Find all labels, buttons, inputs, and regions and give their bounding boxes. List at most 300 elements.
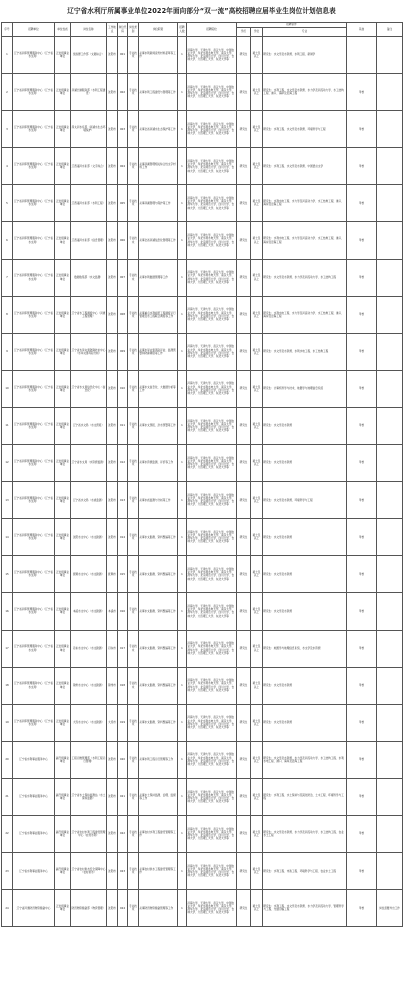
cell-schools: 河海大学、天津大学、武汉大学、中国农业大学、华北水利水电大学、南京大学、清华大学、北京师范大学、四川大学、吉林大学、大连理工大学、东北大学等: [187, 778, 237, 815]
cell-unit: 辽宁省河库管理服务中心（辽宁省水文局）: [13, 667, 55, 704]
cell-count: 1: [178, 370, 187, 407]
cell-edu: 研究生: [237, 259, 251, 296]
cell-schools: 河海大学、天津大学、武汉大学、中国农业大学、华北水利水电大学、南京大学、清华大学、北京师范大学、四川大学、吉林大学、大连理工大学、东北大学等: [187, 890, 237, 927]
cell-major: 研究生：水利水电工程、水力学及河流动力学、水工结构工程、港口、海岸及近海工程: [263, 222, 347, 259]
cell-major: 研究生：水文学及水资源: [263, 519, 347, 556]
cell-post-code: 006: [118, 222, 128, 259]
cell-edu: 研究生: [237, 815, 251, 852]
cell-post-name: 辽宁省水文局（水资源监测）: [71, 445, 107, 482]
cell-unit-type: 正处级事业单位: [55, 704, 71, 741]
cell-other: 考核: [347, 741, 377, 778]
cell-unit: 辽宁省河库管理服务中心（辽宁省水文局）: [13, 148, 55, 185]
cell-unit: 辽宁省河库管理服务中心（辽宁省水文局）: [13, 296, 55, 333]
table-row: [2, 593, 403, 630]
cell-unit-type: 正处级事业单位: [55, 37, 71, 74]
cell-major: 研究生：水利水电工程、水力学及河流动力学、水工结构工程、港口、海岸及近海工程: [263, 296, 347, 333]
header-post-code: 岗位代码: [118, 23, 128, 37]
table-row: [2, 407, 403, 444]
table-row: [2, 111, 403, 148]
cell-work-loc: 沈阳市: [107, 333, 118, 370]
cell-other: 考核: [347, 148, 377, 185]
cell-unit-type: 正处级事业单位: [55, 445, 71, 482]
cell-degree: 硕士及以上: [251, 445, 263, 482]
cell-schools: 河海大学、天津大学、武汉大学、中国农业大学、华北水利水电大学、南京大学、清华大学、北京师范大学、四川大学、吉林大学、大连理工大学、东北大学等: [187, 853, 237, 890]
cell-unit: 辽宁省河库管理服务中心（辽宁省水文局）: [13, 407, 55, 444]
cell-edu: 研究生: [237, 222, 251, 259]
cell-no: 20: [2, 741, 13, 778]
cell-schools: 河海大学、天津大学、武汉大学、中国农业大学、华北水利水电大学、南京大学、清华大学、北京师范大学、四川大学、吉林大学、大连理工大学、东北大学等: [187, 815, 237, 852]
cell-unit: 辽宁省河库管理服务中心（辽宁省水文局）: [13, 482, 55, 519]
cell-note: 岗位需要外出工作: [377, 890, 403, 927]
cell-no: 10: [2, 370, 13, 407]
cell-unit-type: 副厅级事业单位: [55, 853, 71, 890]
cell-schools: 河海大学、天津大学、武汉大学、中国农业大学、华北水利水电大学、南京大学、清华大学、北京师范大学、四川大学、吉林大学、大连理工大学、东北大学等: [187, 519, 237, 556]
cell-no: 23: [2, 853, 13, 890]
cell-duty: 从事水文信息化、大数据分析等工作: [139, 370, 178, 407]
cell-other: 考核: [347, 185, 377, 222]
cell-note: [377, 593, 403, 630]
cell-schools: 河海大学、天津大学、武汉大学、中国农业大学、华北水利水电大学、南京大学、清华大学、北京师范大学、四川大学、吉林大学、大连理工大学、东北大学等: [187, 222, 237, 259]
cell-post-name: 辽宁省农村水利工程建设管理中心（农村水利）: [71, 815, 107, 852]
cell-no: 24: [2, 890, 13, 927]
cell-post-name: 辽宁省农村供水安全保障中心（农村供水）: [71, 853, 107, 890]
cell-edu: 研究生: [237, 593, 251, 630]
cell-count: 1: [178, 259, 187, 296]
cell-other: 考核: [347, 111, 377, 148]
table-row: [2, 704, 403, 741]
header-count: 招聘人数: [178, 23, 187, 37]
cell-note: [377, 704, 403, 741]
cell-post-code: 020: [118, 741, 128, 778]
cell-post-code: 004: [118, 148, 128, 185]
cell-other: 考核: [347, 296, 377, 333]
cell-post-code: 009: [118, 333, 128, 370]
cell-major: 研究生：水利工程、水文学及水资源、水力学及河流动力学、管理科学与工程、交通运输工程: [263, 890, 347, 927]
cell-unit: 辽宁省河库管理服务中心（辽宁省水文局）: [13, 630, 55, 667]
cell-work-loc: 沈阳市: [107, 296, 118, 333]
cell-degree: 硕士及以上: [251, 370, 263, 407]
cell-schools: 河海大学、天津大学、武汉大学、中国农业大学、华北水利水电大学、南京大学、清华大学、北京师范大学、四川大学、吉林大学、大连理工大学、东北大学等: [187, 556, 237, 593]
cell-degree: 硕士及以上: [251, 556, 263, 593]
cell-major: 研究生：水文学及水资源: [263, 704, 347, 741]
cell-edu: 研究生: [237, 111, 251, 148]
cell-note: [377, 482, 403, 519]
cell-post-cat: 专业技术: [128, 259, 139, 296]
cell-other: 考核: [347, 407, 377, 444]
cell-degree: 硕士及以上: [251, 296, 263, 333]
cell-post-name: 辽宁省水旱灾害防御技术中心（水旱灾害风险分析）: [71, 333, 107, 370]
cell-degree: 硕士及以上: [251, 407, 263, 444]
cell-count: 1: [178, 445, 187, 482]
cell-count: 1: [178, 704, 187, 741]
cell-edu: 研究生: [237, 741, 251, 778]
table-row: [2, 37, 403, 74]
cell-work-loc: 沈阳市: [107, 890, 118, 927]
cell-count: 1: [178, 296, 187, 333]
cell-schools: 河海大学、天津大学、武汉大学、中国农业大学、华北水利水电大学、南京大学、清华大学、北京师范大学、四川大学、吉林大学、大连理工大学、东北大学等: [187, 296, 237, 333]
cell-degree: 硕士及以上: [251, 890, 263, 927]
cell-no: 13: [2, 482, 13, 519]
cell-no: 8: [2, 296, 13, 333]
cell-duty: 从事水文勘测、资料整编等工作: [139, 519, 178, 556]
cell-post-cat: 专业技术: [128, 445, 139, 482]
cell-post-code: 011: [118, 407, 128, 444]
header-work-loc: 工作地点: [107, 23, 118, 37]
cell-schools: 河海大学、天津大学、武汉大学、中国农业大学、华北水利水电大学、南京大学、清华大学、北京师范大学、四川大学、吉林大学、大连理工大学、东北大学等: [187, 593, 237, 630]
cell-post-cat: 专业技术: [128, 482, 139, 519]
cell-unit-type: 正处级事业单位: [55, 333, 71, 370]
cell-work-loc: 沈阳市: [107, 778, 118, 815]
cell-post-code: 007: [118, 259, 128, 296]
cell-edu: 研究生: [237, 296, 251, 333]
cell-note: [377, 37, 403, 74]
cell-edu: 研究生: [237, 556, 251, 593]
cell-no: 6: [2, 222, 13, 259]
cell-count: 1: [178, 667, 187, 704]
cell-unit: 辽宁省水利事业服务中心: [13, 741, 55, 778]
cell-degree: 硕士及以上: [251, 148, 263, 185]
cell-post-name: 辽宁省水土保持监测站（水土保持监测）: [71, 778, 107, 815]
cell-degree: 硕士及以上: [251, 667, 263, 704]
cell-work-loc: 抚顺市: [107, 556, 118, 593]
cell-post-code: 023: [118, 853, 128, 890]
header-major: 专业: [263, 28, 347, 37]
cell-edu: 研究生: [237, 890, 251, 927]
cell-major: 研究生：水文学及水资源、水力学及河流动力学、水工结构工程: [263, 259, 347, 296]
cell-unit: 辽宁省河库管理服务中心（辽宁省水文局）: [13, 556, 55, 593]
table-row: [2, 370, 403, 407]
cell-unit-type: 正处级事业单位: [55, 148, 71, 185]
cell-note: [377, 556, 403, 593]
cell-schools: 河海大学、天津大学、武汉大学、中国农业大学、华北水利水电大学、南京大学、清华大学、北京师范大学、四川大学、吉林大学、大连理工大学、东北大学等: [187, 185, 237, 222]
cell-post-cat: 专业技术: [128, 667, 139, 704]
cell-edu: 研究生: [237, 370, 251, 407]
cell-schools: 河海大学、天津大学、武汉大学、中国农业大学、华北水利水电大学、南京大学、清华大学、北京师范大学、四川大学、吉林大学、大连理工大学、东北大学等: [187, 482, 237, 519]
cell-unit-type: 副厅级事业单位: [55, 741, 71, 778]
table-row: [2, 630, 403, 667]
cell-unit-type: 副厅级事业单位: [55, 815, 71, 852]
cell-duty: 从事水文预报、洪水预警等工作: [139, 407, 178, 444]
cell-note: [377, 667, 403, 704]
cell-work-loc: 沈阳市: [107, 407, 118, 444]
cell-unit-type: 正处级事业单位: [55, 296, 71, 333]
cell-note: [377, 630, 403, 667]
cell-post-name: 防汛物资储备部（物资管理）: [71, 890, 107, 927]
cell-work-loc: 沈阳市: [107, 222, 118, 259]
cell-post-name: 党政群工作部（文秘综合）: [71, 37, 107, 74]
cell-edu: 研究生: [237, 667, 251, 704]
cell-unit: 辽宁省河库管理服务中心（辽宁省水文局）: [13, 704, 55, 741]
cell-unit-type: 正处级事业单位: [55, 222, 71, 259]
cell-schools: 河海大学、天津大学、武汉大学、中国农业大学、华北水利水电大学、南京大学、清华大学、北京师范大学、四川大学、吉林大学、大连理工大学、东北大学等: [187, 111, 237, 148]
cell-post-cat: 专业技术: [128, 593, 139, 630]
cell-unit: 辽宁省河库管理服务中心（辽宁省水文局）: [13, 445, 55, 482]
cell-duty: 从事防汛物资储备管理等工作: [139, 890, 178, 927]
cell-schools: 河海大学、天津大学、武汉大学、中国农业大学、华北水利水电大学、南京大学、清华大学、北京师范大学、四川大学、吉林大学、大连理工大学、东北大学等: [187, 704, 237, 741]
cell-schools: 河海大学、天津大学、武汉大学、中国农业大学、华北水利水电大学、南京大学、清华大学、北京师范大学、四川大学、吉林大学、大连理工大学、东北大学等: [187, 370, 237, 407]
cell-work-loc: 大连市: [107, 704, 118, 741]
cell-degree: 硕士及以上: [251, 222, 263, 259]
cell-schools: 河海大学、天津大学、武汉大学、中国农业大学、华北水利水电大学、南京大学、清华大学、北京师范大学、四川大学、吉林大学、大连理工大学、东北大学等: [187, 630, 237, 667]
cell-unit: 辽宁省河库管理服务中心（辽宁省水文局）: [13, 593, 55, 630]
cell-edu: 研究生: [237, 37, 251, 74]
cell-duty: 从事水土保持监测、治理、监督等工作: [139, 778, 178, 815]
cell-other: 考核: [347, 593, 377, 630]
cell-count: 1: [178, 815, 187, 852]
cell-post-code: 013: [118, 482, 128, 519]
cell-other: 考核: [347, 74, 377, 111]
header-schools: 招聘院校: [187, 23, 237, 37]
cell-work-loc: 沈阳市: [107, 185, 118, 222]
cell-no: 9: [2, 333, 13, 370]
cell-work-loc: 沈阳市: [107, 370, 118, 407]
cell-no: 4: [2, 148, 13, 185]
cell-count: 1: [178, 853, 187, 890]
cell-count: 1: [178, 778, 187, 815]
cell-major: 研究生：水文学及水资源、水利水电工程、水工结构工程: [263, 333, 347, 370]
cell-no: 5: [2, 185, 13, 222]
cell-other: 考核: [347, 556, 377, 593]
table-row: [2, 741, 403, 778]
table-row: [2, 556, 403, 593]
cell-work-loc: 沈阳市: [107, 853, 118, 890]
cell-degree: 硕士及以上: [251, 519, 263, 556]
cell-major: 研究生：水文学及水资源、水利工程、新闻学: [263, 37, 347, 74]
cell-post-name: 丹东水文中心（水文勘测）: [71, 630, 107, 667]
cell-major: 研究生：水利工程、水文学及水资源、中国语言文学: [263, 148, 347, 185]
cell-edu: 研究生: [237, 704, 251, 741]
cell-degree: 硕士及以上: [251, 185, 263, 222]
cell-post-name: 沈阳水文中心（水文勘测）: [71, 519, 107, 556]
header-unit: 招聘单位: [13, 23, 55, 37]
cell-duty: 从事水利新闻宣传材料起草等工作: [139, 37, 178, 74]
cell-unit: 辽宁省河库管理服务中心（辽宁省水文局）: [13, 37, 55, 74]
cell-post-cat: 专业技术: [128, 333, 139, 370]
cell-duty: 从事重点水利枢纽工程调度运行管理及水工程联合调度等工作: [139, 296, 178, 333]
cell-schools: 河海大学、天津大学、武汉大学、中国农业大学、华北水利水电大学、南京大学、清华大学、北京师范大学、四川大学、吉林大学、大连理工大学、东北大学等: [187, 259, 237, 296]
cell-post-cat: 专业技术: [128, 853, 139, 890]
cell-degree: 硕士及以上: [251, 333, 263, 370]
cell-major: 研究生：水文学及水资源、水力学及河流动力学、水工结构工程、水利水电工程、港口、海岸及近海工程: [263, 741, 347, 778]
cell-other: 考核: [347, 630, 377, 667]
cell-other: [347, 37, 377, 74]
cell-no: 2: [2, 74, 13, 111]
cell-unit-type: 正处级事业单位: [55, 259, 71, 296]
cell-count: 1: [178, 333, 187, 370]
cell-post-cat: 专业技术: [128, 815, 139, 852]
cell-work-loc: 沈阳市: [107, 111, 118, 148]
header-duty: 岗位职责: [139, 23, 178, 37]
cell-unit: 辽宁省河库管理服务中心（辽宁省水文局）: [13, 111, 55, 148]
cell-post-name: 数据收集部（水文监测）: [71, 259, 107, 296]
cell-work-loc: 沈阳市: [107, 37, 118, 74]
cell-unit-type: 正处级事业单位: [55, 890, 71, 927]
cell-count: 1: [178, 74, 187, 111]
cell-other: 考核: [347, 667, 377, 704]
cell-unit-type: 正处级事业单位: [55, 482, 71, 519]
cell-post-code: 010: [118, 370, 128, 407]
cell-unit: 辽宁省水利事业服务中心: [13, 853, 55, 890]
cell-count: 1: [178, 556, 187, 593]
cell-post-name: 辽宁省水文局（水质监测）: [71, 482, 107, 519]
table-row: [2, 296, 403, 333]
cell-no: 7: [2, 259, 13, 296]
cell-no: 1: [2, 37, 13, 74]
cell-post-cat: 专业技术: [128, 185, 139, 222]
cell-post-code: 022: [118, 815, 128, 852]
cell-work-loc: 沈阳市: [107, 815, 118, 852]
cell-count: 1: [178, 593, 187, 630]
cell-degree: 硕士及以上: [251, 74, 263, 111]
cell-other: 考核: [347, 778, 377, 815]
cell-no: 16: [2, 593, 13, 630]
cell-duty: 从事水文勘测、资料整编等工作: [139, 593, 178, 630]
cell-post-cat: 专业技术: [128, 890, 139, 927]
cell-note: [377, 370, 403, 407]
cell-duty: 从事水质监测与分析等工作: [139, 482, 178, 519]
header-no: 序号: [2, 23, 13, 37]
cell-duty: 从事农村水利工程建设管理等工作: [139, 815, 178, 852]
cell-work-loc: 沈阳市: [107, 482, 118, 519]
cell-degree: 硕士及以上: [251, 815, 263, 852]
cell-post-cat: 专业技术: [128, 519, 139, 556]
table-row: [2, 333, 403, 370]
cell-work-loc: 沈阳市: [107, 74, 118, 111]
cell-note: [377, 148, 403, 185]
cell-duty: 从事水利工程建设与管理等工作: [139, 74, 178, 111]
cell-post-code: 017: [118, 630, 128, 667]
cell-major: 研究生：水文学及水资源: [263, 667, 347, 704]
cell-note: [377, 778, 403, 815]
cell-post-code: 015: [118, 556, 128, 593]
cell-other: 考核: [347, 222, 377, 259]
cell-post-name: 工程运维管理部（水利工程运行管理）: [71, 741, 107, 778]
cell-other: 考核: [347, 259, 377, 296]
cell-duty: 从事水文勘测、资料整编等工作: [139, 704, 178, 741]
cell-duty: 从事河湖管理相关综合性文字材料工作: [139, 148, 178, 185]
cell-post-name: 抚顺水文中心（水文勘测）: [71, 556, 107, 593]
cell-post-name: 浑太河水系部（河湖水生态环境保护）: [71, 111, 107, 148]
cell-count: 1: [178, 482, 187, 519]
cell-no: 15: [2, 556, 13, 593]
cell-degree: 硕士及以上: [251, 593, 263, 630]
cell-post-name: 本溪水文中心（水文勘测）: [71, 593, 107, 630]
cell-duty: 从事水旱灾害风险评估、监测预警和防御调度等工作: [139, 333, 178, 370]
cell-other: 考核: [347, 482, 377, 519]
header-other: 其他: [347, 23, 377, 37]
cell-no: 11: [2, 407, 13, 444]
cell-major: 研究生：水利工程、市政工程、环境科学与工程、农业水土工程: [263, 853, 347, 890]
cell-no: 12: [2, 445, 13, 482]
cell-degree: 硕士及以上: [251, 482, 263, 519]
cell-major: 研究生：水利水电工程、水力学及河流动力学、水工结构工程、港口、海岸及近海工程: [263, 185, 347, 222]
cell-degree: 硕士及以上: [251, 853, 263, 890]
header-conditions: 招聘条件: [237, 23, 347, 28]
cell-post-cat: 专业技术: [128, 778, 139, 815]
cell-work-loc: 沈阳市: [107, 148, 118, 185]
cell-major: 研究生：地图学与地理信息系统、水文学及水资源: [263, 630, 347, 667]
table-row: [2, 148, 403, 185]
cell-unit: 辽宁省水利事业服务中心: [13, 778, 55, 815]
cell-schools: 河海大学、天津大学、武汉大学、中国农业大学、华北水利水电大学、南京大学、清华大学、北京师范大学、四川大学、吉林大学、大连理工大学、东北大学等: [187, 37, 237, 74]
cell-edu: 研究生: [237, 185, 251, 222]
cell-other: 考核: [347, 890, 377, 927]
recruitment-table: [1, 22, 403, 927]
table-row: [2, 519, 403, 556]
cell-edu: 研究生: [237, 407, 251, 444]
cell-other: 考核: [347, 445, 377, 482]
cell-degree: 硕士及以上: [251, 259, 263, 296]
page-title: 辽宁省水利厅所属事业单位2022年面向部分“双一流”高校招聘应届毕业生岗位计划信息表: [67, 7, 336, 15]
cell-count: 1: [178, 407, 187, 444]
cell-work-loc: 沈阳市: [107, 741, 118, 778]
cell-degree: 硕士及以上: [251, 704, 263, 741]
cell-post-cat: 专业技术: [128, 741, 139, 778]
cell-work-loc: 锦州市: [107, 667, 118, 704]
cell-edu: 研究生: [237, 778, 251, 815]
cell-major: 研究生：水利工程、水文学及水资源、水力学及河流动力学、水工结构工程、港口、海岸及近海工程: [263, 74, 347, 111]
cell-unit-type: 正处级事业单位: [55, 185, 71, 222]
cell-note: [377, 407, 403, 444]
table-row: [2, 222, 403, 259]
cell-unit-type: 正处级事业单位: [55, 630, 71, 667]
table-row: [2, 778, 403, 815]
cell-degree: 硕士及以上: [251, 630, 263, 667]
header-edu: 学历: [237, 28, 251, 37]
cell-unit-type: 副厅级事业单位: [55, 778, 71, 815]
cell-post-code: 016: [118, 593, 128, 630]
cell-post-code: 001: [118, 37, 128, 74]
cell-duty: 从事全省河湖信息化管理等工作: [139, 222, 178, 259]
table-row: [2, 445, 403, 482]
header-post-cat: 岗位类别: [128, 23, 139, 37]
header-note: 备注: [377, 23, 403, 37]
cell-degree: 硕士及以上: [251, 741, 263, 778]
cell-post-code: 008: [118, 296, 128, 333]
cell-note: [377, 222, 403, 259]
cell-schools: 河海大学、天津大学、武汉大学、中国农业大学、华北水利水电大学、南京大学、清华大学、北京师范大学、四川大学、吉林大学、大连理工大学、东北大学等: [187, 407, 237, 444]
cell-work-loc: 沈阳市: [107, 259, 118, 296]
cell-post-name: 辽宁省水文局（水文预报）: [71, 407, 107, 444]
table-row: [2, 482, 403, 519]
cell-post-code: 002: [118, 74, 128, 111]
cell-post-cat: 专业技术: [128, 148, 139, 185]
cell-unit-type: 正处级事业单位: [55, 74, 71, 111]
cell-count: 1: [178, 741, 187, 778]
cell-major: 研究生：水利工程、水文学及水资源、环境科学与工程: [263, 111, 347, 148]
cell-duty: 从事全省河湖水生态保护等工作: [139, 111, 178, 148]
cell-unit-type: 正处级事业单位: [55, 556, 71, 593]
cell-duty: 从事水文勘测、资料整编等工作: [139, 630, 178, 667]
cell-major: 研究生：计算机科学与技术、地图学与地理信息系统: [263, 370, 347, 407]
cell-post-cat: 专业技术: [128, 74, 139, 111]
cell-post-cat: 专业技术: [128, 630, 139, 667]
cell-unit: 辽宁省河库管理服务中心（辽宁省水文局）: [13, 370, 55, 407]
table-row: [2, 259, 403, 296]
cell-count: 1: [178, 111, 187, 148]
cell-major: 研究生：水文学及水资源: [263, 593, 347, 630]
cell-unit: 辽宁省河库管理服务中心（辽宁省水文局）: [13, 333, 55, 370]
cell-degree: 硕士及以上: [251, 111, 263, 148]
cell-post-code: 003: [118, 111, 128, 148]
cell-unit: 辽宁省水利事业服务中心: [13, 815, 55, 852]
cell-note: [377, 333, 403, 370]
cell-post-cat: 专业技术: [128, 37, 139, 74]
cell-post-code: 014: [118, 519, 128, 556]
cell-count: 1: [178, 185, 187, 222]
cell-edu: 研究生: [237, 148, 251, 185]
cell-post-cat: 专业技术: [128, 111, 139, 148]
